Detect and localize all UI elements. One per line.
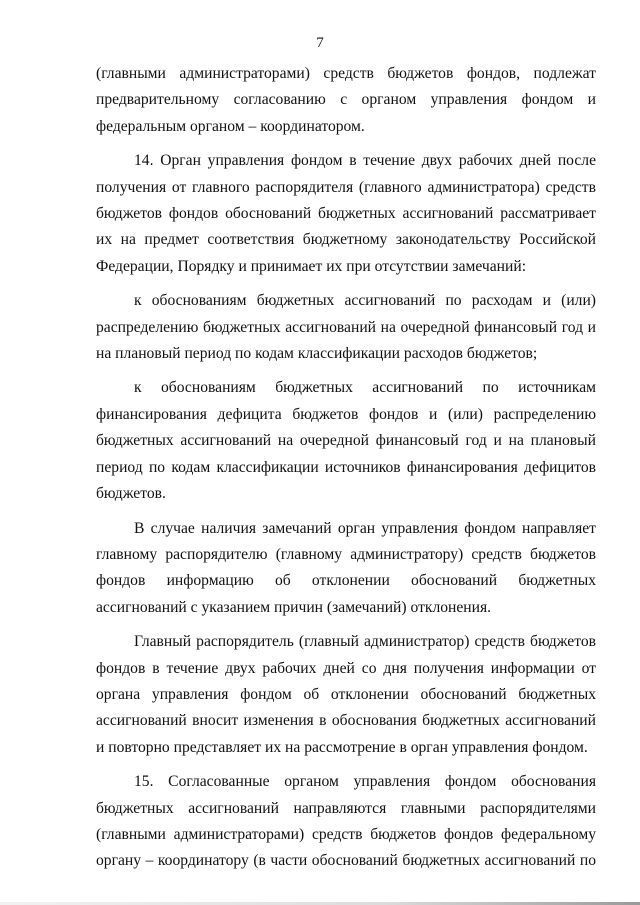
paragraph-deficit-sources-justifications: к обоснованиям бюджетных ассигнований по источникам финансирования дефицита бюджетов фондов и (или) распределению бюджетных ассигнований на очередной финансовый год и на плановый период по кодам классификации источников финансирования дефицитов бюджетов. xyxy=(96,379,596,503)
paragraph-expenses-justifications: к обоснованиям бюджетных ассигнований по расходам и (или) распределению бюджетных ассигнований на очередной финансовый год и на плановый период по кодам классификации расходов бюджетов; xyxy=(96,292,596,363)
paragraph-item-14: 14. Орган управления фондом в течение двух рабочих дней после получения от главного распорядителя (главного администратора) средств бюджетов фондов обоснований бюджетных ассигнований рассматривает их на предмет соответствия бюджетному законодательству Российской Федерации, Порядку и принимает их при отсутствии замечаний: xyxy=(96,152,596,275)
paragraph-remarks-case: В случае наличия замечаний орган управления фондом направляет главному распорядителю (главному администратору) средств бюджетов фондов информацию об отклонении обоснований бюджетных ассигнований с указанием причин (замечаний) отклонения. xyxy=(96,519,596,616)
paragraph-continuation: (главными администраторами) средств бюджетов фондов, подлежат предварительному согласованию с органом управления фондом и федеральным органом – координатором. xyxy=(96,65,596,135)
page-number: 7 xyxy=(316,35,324,51)
paragraph-resubmission: Главный распорядитель (главный администратор) средств бюджетов фондов в течение двух рабочих дней со дня получения информации от органа управления фондом об отклонении обоснований бюджетных ассигнований вносит изменения в обоснования бюджетных ассигнований и повторно представляет их на рассмотрение в орган управления фондом. xyxy=(96,633,596,756)
paragraph-item-15: 15. Согласованные органом управления фондом обоснования бюджетных ассигнований направляются главными распорядителями (главными администраторами) средств бюджетов фондов федеральному органу – координатору (в части обоснований бюджетных ассигнований по xyxy=(96,773,596,870)
document-body xyxy=(96,61,596,875)
